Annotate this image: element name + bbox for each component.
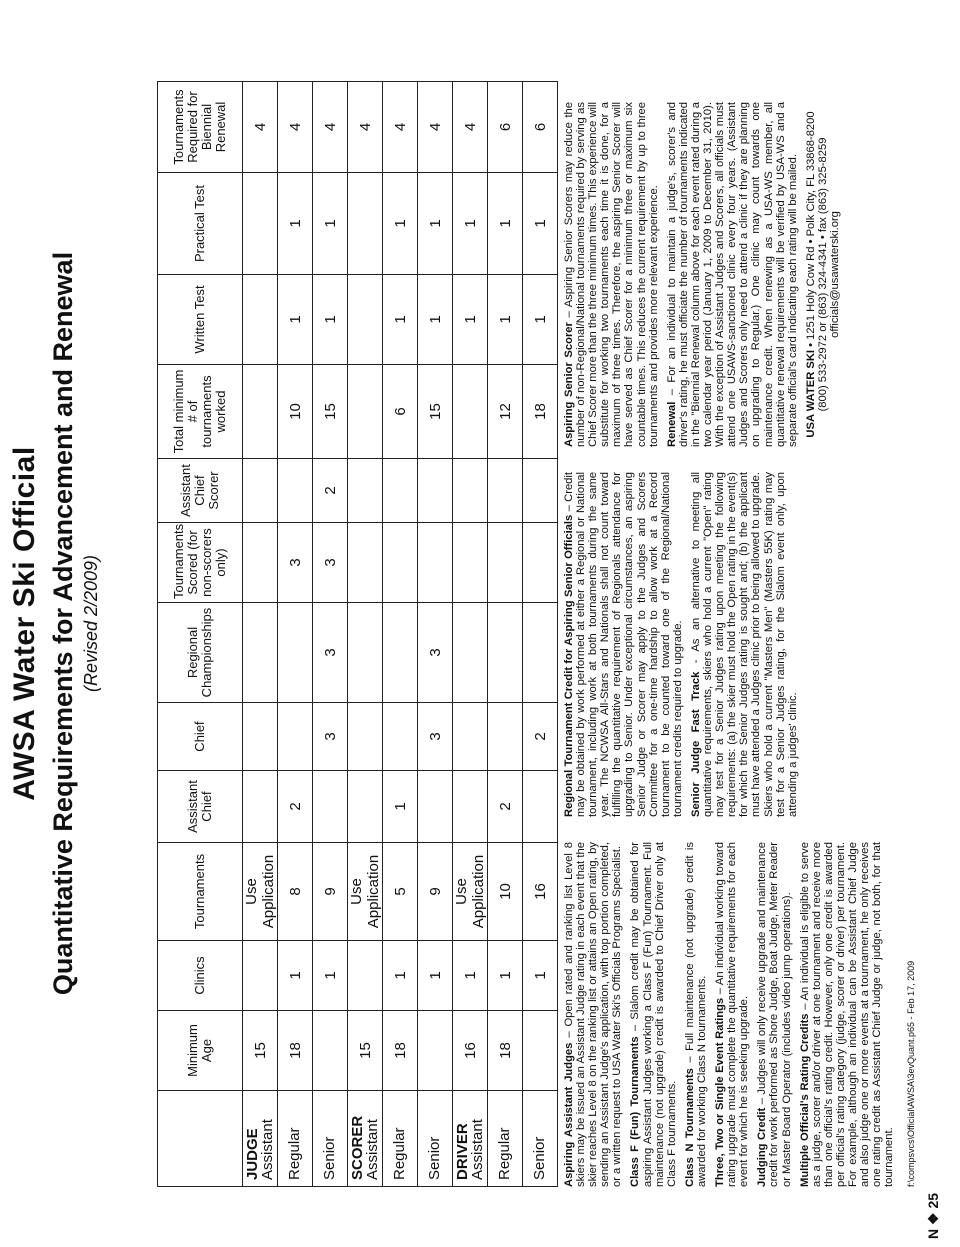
cell-asst-chief-scorer — [278, 459, 313, 523]
cell-asst-chief-scorer — [453, 459, 488, 523]
cell-practical: 1 — [488, 173, 523, 275]
cell-renewal: 4 — [453, 82, 488, 173]
cell-renewal: 4 — [348, 82, 383, 173]
note-aspiring-assistant-judges — [563, 842, 623, 1187]
cell-total: 10 — [278, 365, 313, 459]
cell-asst-chief-scorer — [418, 459, 453, 523]
row-label — [418, 1091, 453, 1187]
role-group: SCORER — [348, 1115, 366, 1180]
rating-level: Senior — [321, 1136, 338, 1180]
note-three-two-single — [714, 842, 750, 1187]
note-fast-track — [690, 472, 799, 817]
cell-written: 1 — [313, 275, 348, 365]
rating-level: Regular — [286, 1127, 303, 1180]
cell-age: 15 — [243, 1011, 278, 1091]
header-cell: Written Test — [158, 275, 243, 365]
table-row — [488, 82, 523, 1187]
table-row — [313, 82, 348, 1187]
cell-age — [523, 1011, 558, 1091]
cell-asst-chief-scorer: 2 — [313, 459, 348, 523]
notes-column-1 — [563, 842, 917, 1187]
cell-regional: 3 — [418, 603, 453, 703]
cell-tournaments: 10 — [488, 843, 523, 941]
cell-practical: 1 — [278, 173, 313, 275]
note-regional-credit — [563, 472, 684, 817]
cell-regional — [488, 603, 523, 703]
cell-tournaments: Use Application — [348, 843, 383, 941]
cell-tournaments: 9 — [418, 843, 453, 941]
cell-age — [418, 1011, 453, 1091]
cell-practical: 1 — [383, 173, 418, 275]
cell-total — [243, 365, 278, 459]
cell-written: 1 — [523, 275, 558, 365]
cell-asst-chief-scorer — [488, 459, 523, 523]
row-label — [278, 1091, 313, 1187]
table-row — [523, 82, 558, 1187]
note-text: – For an individual to maintain a judge's, scorer's and driver's rating, he must officiate the number of tournaments indicated in the "Biennial Renewal column above for each event rated during a two calendar year period (January 1, 2009 to December 31, 2010). With the exception of Assistant Judges and Scorers, all officials must attend one USAWS-sanctioned clinic every four years. (Assistant Judges and Scorers only need to attend a clinic if they are planning on upgrading to Regular.) One clinic may count towards one maintenance credit. When renewing as a USA-WS member, all quantitative renewal requirements will be verified by USA-WS and a separate official's card indicating each rating will be mailed. — [665, 102, 799, 447]
note-text: – Full maintenance (not upgrade) credit is awarded for working Class N tournaments. — [683, 842, 708, 1187]
cell-scored — [418, 523, 453, 603]
cell-scored — [348, 523, 383, 603]
note-heading: Class N Tournaments — [683, 1068, 696, 1187]
note-judging-credit — [756, 842, 792, 1187]
cell-regional — [348, 603, 383, 703]
note-heading: Three, Two or Single Event Ratings — [714, 997, 727, 1187]
table-row — [243, 82, 278, 1187]
cell-renewal: 4 — [383, 82, 418, 173]
cell-regional — [523, 603, 558, 703]
header-cell: Total minimum # of tournaments worked — [158, 365, 243, 459]
file-path: f:\compsvcs\Official\AWSA\3evQuant.p65 - Feb 17, 2009 — [906, 960, 917, 1187]
header-cell: Assistant Chief Scorer — [158, 459, 243, 523]
cell-regional — [383, 603, 418, 703]
cell-chief — [278, 703, 313, 771]
cell-practical — [243, 173, 278, 275]
cell-asst-chief-scorer — [348, 459, 383, 523]
cell-asst-chief: 1 — [383, 771, 418, 843]
cell-clinics: 1 — [313, 941, 348, 1011]
cell-chief — [488, 703, 523, 771]
header-cell: Chief — [158, 703, 243, 771]
cell-chief: 3 — [313, 703, 348, 771]
cell-written — [348, 275, 383, 365]
header-cell: Tournaments Scored (for non-scorers only) — [158, 523, 243, 603]
cell-asst-chief — [243, 771, 278, 843]
cell-clinics: 1 — [418, 941, 453, 1011]
row-label — [348, 1091, 383, 1187]
cell-chief — [348, 703, 383, 771]
cell-scored — [453, 523, 488, 603]
header-cell: Minimum Age — [158, 1011, 243, 1091]
cell-age: 18 — [488, 1011, 523, 1091]
table-row — [453, 82, 488, 1187]
rating-level: Assistant — [468, 1119, 486, 1180]
header-cell: Practical Test — [158, 173, 243, 275]
cell-clinics: 1 — [278, 941, 313, 1011]
cell-written: 1 — [418, 275, 453, 365]
note-aspiring-senior-scorer — [563, 102, 660, 447]
role-group: DRIVER — [453, 1123, 471, 1180]
row-label — [313, 1091, 348, 1187]
cell-scored — [383, 523, 418, 603]
note-heading: Multiple Official's Rating Credits — [798, 1013, 811, 1187]
cell-clinics: 1 — [453, 941, 488, 1011]
cell-renewal: 6 — [488, 82, 523, 173]
header-cell — [158, 1091, 243, 1187]
page-number: N ❖ 25 — [925, 1192, 941, 1239]
note-text: – Judges will only receive upgrade and maintenance credit for work performed as Shore Judge, Boat Judge, Meter Reader or Master Board Operator (includes video jump operations). — [756, 842, 793, 1187]
cell-regional: 3 — [313, 603, 348, 703]
cell-tournaments: 9 — [313, 843, 348, 941]
cell-scored — [243, 523, 278, 603]
header-cell: Clinics — [158, 941, 243, 1011]
cell-age: 16 — [453, 1011, 488, 1091]
cell-age: 18 — [383, 1011, 418, 1091]
cell-written: 1 — [453, 275, 488, 365]
cell-chief: 2 — [523, 703, 558, 771]
cell-clinics: 1 — [523, 941, 558, 1011]
cell-practical — [348, 173, 383, 275]
cell-tournaments: 5 — [383, 843, 418, 941]
cell-clinics — [348, 941, 383, 1011]
cell-asst-chief — [418, 771, 453, 843]
note-heading: Regional Tournament Credit for Aspiring Senior Officials — [563, 514, 575, 817]
requirements-table — [157, 81, 558, 1187]
header-cell: Tournaments — [158, 843, 243, 941]
rating-level: Regular — [496, 1127, 513, 1180]
cell-age — [313, 1011, 348, 1091]
note-text: – Aspiring Senior Scorers may reduce the number of non-Regional/National tournaments required by serving as Chief Scorer more than the three minimum times. This experience will substitute for working two tournaments each time it is done, for a maximum of three times. Therefore, the aspiring Senior Scorer will have served as Chief Scorer for a minimum three or maximum six countable times. This reduces the current requirement by up to three tournaments and provides more relevant experience. — [563, 102, 660, 447]
header-cell: Assistant Chief — [158, 771, 243, 843]
role-group: JUDGE — [243, 1128, 261, 1180]
cell-practical: 1 — [523, 173, 558, 275]
note-heading: Class F (Fun) Tournaments — [629, 1036, 642, 1187]
note-text: – Credit may be obtained by work performed at either a Regional or National tournament, including work at both tournaments during the same year. The NCWSA All-Stars and Nationals shall not count toward fulfilling the quantitative requirement of Regionals attendance for upgrading to Senior. Under exceptional circumstances, an aspiring Senior Judge or Scorer may apply to the Judges and Scorers Committee for a one-time hardship to allow work at a Record tournament to be counted toward one of the Regional/National tournament credits required to upgrade. — [563, 472, 684, 817]
table-body — [243, 82, 558, 1187]
cell-tournaments: Use Application — [243, 843, 278, 941]
cell-total: 12 — [488, 365, 523, 459]
title-block — [8, 0, 102, 1247]
note-text: - As an alternative to meeting all quantitative requirements, skiers who hold a current "Open" rating may test for a Senior Judges rating upon meeting the following requirements: (a) the skier must hold the Open rating in the event(s) for which the Senior Judges rating is sought and; (b) the applicant must have attended a Judges clinic prior to being allowed to upgrade. Skiers who hold a current "Masters Men" (Masters 55K) rating may test for a Senior Judges rating, for the Slalom event only, upon attending a judges' clinic. — [689, 471, 799, 817]
notes-column-3 — [563, 102, 847, 447]
cell-total: 15 — [313, 365, 348, 459]
cell-clinics: 1 — [488, 941, 523, 1011]
cell-written: 1 — [278, 275, 313, 365]
cell-tournaments: 16 — [523, 843, 558, 941]
cell-written: 1 — [488, 275, 523, 365]
note-heading: Renewal — [665, 401, 678, 447]
row-label — [383, 1091, 418, 1187]
cell-written: 1 — [383, 275, 418, 365]
note-multiple-official — [799, 842, 896, 1187]
cell-clinics: 1 — [383, 941, 418, 1011]
note-text: – Slalom credit may be obtained for aspiring Assistant Judges working a Class F (Fun) Tournament. Full maintenance (not upgrade) credit is awarded to Chief Driver only at Class F tournaments. — [629, 841, 678, 1187]
note-class-n — [684, 842, 708, 1187]
table-row — [278, 82, 313, 1187]
cell-asst-chief-scorer — [243, 459, 278, 523]
table-header-row — [158, 82, 243, 1187]
cell-chief — [453, 703, 488, 771]
cell-practical: 1 — [313, 173, 348, 275]
cell-tournaments: 8 — [278, 843, 313, 941]
header-cell: Tournaments Required for Biennial Renewal — [158, 82, 243, 173]
row-label — [523, 1091, 558, 1187]
cell-age: 18 — [278, 1011, 313, 1091]
rating-level: Assistant — [258, 1119, 276, 1180]
cell-renewal: 4 — [243, 82, 278, 173]
table-row — [383, 82, 418, 1187]
org-name: USA WATER SKI — [804, 349, 817, 438]
cell-chief — [383, 703, 418, 771]
cell-renewal: 4 — [418, 82, 453, 173]
cell-regional — [243, 603, 278, 703]
note-heading: Aspiring Senior Scorer — [563, 322, 575, 447]
cell-renewal: 4 — [313, 82, 348, 173]
note-text: – Open rated and ranking list Level 8 skiers may be issued an Assistant Judge rating in each event that the skier reaches Level 8 on the ranking list or attains an Open rating, by sending an Assistant Judge's application, with top portion completed, or a written request to USA Water Ski's Officials Programs Specialist. — [563, 842, 624, 1187]
cell-scored — [523, 523, 558, 603]
cell-regional — [278, 603, 313, 703]
table-row — [348, 82, 383, 1187]
cell-clinics — [243, 941, 278, 1011]
row-label — [453, 1091, 488, 1187]
cell-chief: 3 — [418, 703, 453, 771]
cell-asst-chief — [313, 771, 348, 843]
cell-asst-chief: 2 — [488, 771, 523, 843]
cell-tournaments: Use Application — [453, 843, 488, 941]
page-subtitle: Quantitative Requirements for Advancement and Renewal — [48, 251, 78, 996]
row-label — [243, 1091, 278, 1187]
cell-written — [243, 275, 278, 365]
rating-level: Regular — [391, 1127, 408, 1180]
note-text: – An individual is eligible to serve as a judge, scorer and/or driver at one tournament and receive more than one official's rating credit. However, only one credit is awarded per official's rating category (judge, scorer or driver) per tournament. For example, although an individual can be Assistant Chief Judge and also judge one or more events at a tournament, he only receives one rating credit as Assistant Chief Judge or judge, not both, for that tournament. — [798, 842, 896, 1187]
cell-total: 6 — [383, 365, 418, 459]
cell-asst-chief-scorer — [383, 459, 418, 523]
cell-practical: 1 — [453, 173, 488, 275]
address-line: • 1251 Holy Cow Rd • Polk City, FL 33868-8200 — [804, 111, 817, 350]
cell-asst-chief-scorer — [523, 459, 558, 523]
cell-total — [348, 365, 383, 459]
revision-date: (Revised 2/2009) — [81, 554, 101, 693]
cell-scored: 3 — [313, 523, 348, 603]
cell-asst-chief — [523, 771, 558, 843]
email-line: officials@usawaterski.org — [828, 211, 841, 338]
contact-address — [805, 102, 841, 447]
note-heading: Senior Judge Fast Track — [689, 671, 702, 817]
cell-regional — [453, 603, 488, 703]
rating-level: Senior — [531, 1136, 548, 1180]
notes-column-2 — [563, 472, 805, 817]
cell-scored: 3 — [278, 523, 313, 603]
rating-level: Senior — [426, 1136, 443, 1180]
note-heading: Judging Credit — [756, 1107, 769, 1187]
cell-scored — [488, 523, 523, 603]
cell-chief — [243, 703, 278, 771]
rating-level: Assistant — [363, 1119, 381, 1180]
note-class-f — [629, 842, 677, 1187]
cell-asst-chief: 2 — [278, 771, 313, 843]
cell-asst-chief — [453, 771, 488, 843]
header-cell: Regional Championships — [158, 603, 243, 703]
cell-total — [453, 365, 488, 459]
note-renewal — [666, 102, 799, 447]
cell-total: 15 — [418, 365, 453, 459]
row-label — [488, 1091, 523, 1187]
notes-section — [563, 77, 943, 1187]
table-row — [418, 82, 453, 1187]
cell-total: 18 — [523, 365, 558, 459]
cell-age: 15 — [348, 1011, 383, 1091]
cell-asst-chief — [348, 771, 383, 843]
note-heading: Aspiring Assistant Judges — [563, 1042, 575, 1187]
note-text: – An individual working toward rating upgrade must complete the quantitative requirements for each event for which he is seeking upgrade. — [714, 842, 751, 1187]
phone-line: (800) 533-2972 or (863) 324-4341 • fax (863) 325-8259 — [816, 137, 829, 412]
cell-practical: 1 — [418, 173, 453, 275]
cell-renewal: 6 — [523, 82, 558, 173]
cell-renewal: 4 — [278, 82, 313, 173]
page-title: AWSA Water Ski Official — [8, 446, 41, 801]
